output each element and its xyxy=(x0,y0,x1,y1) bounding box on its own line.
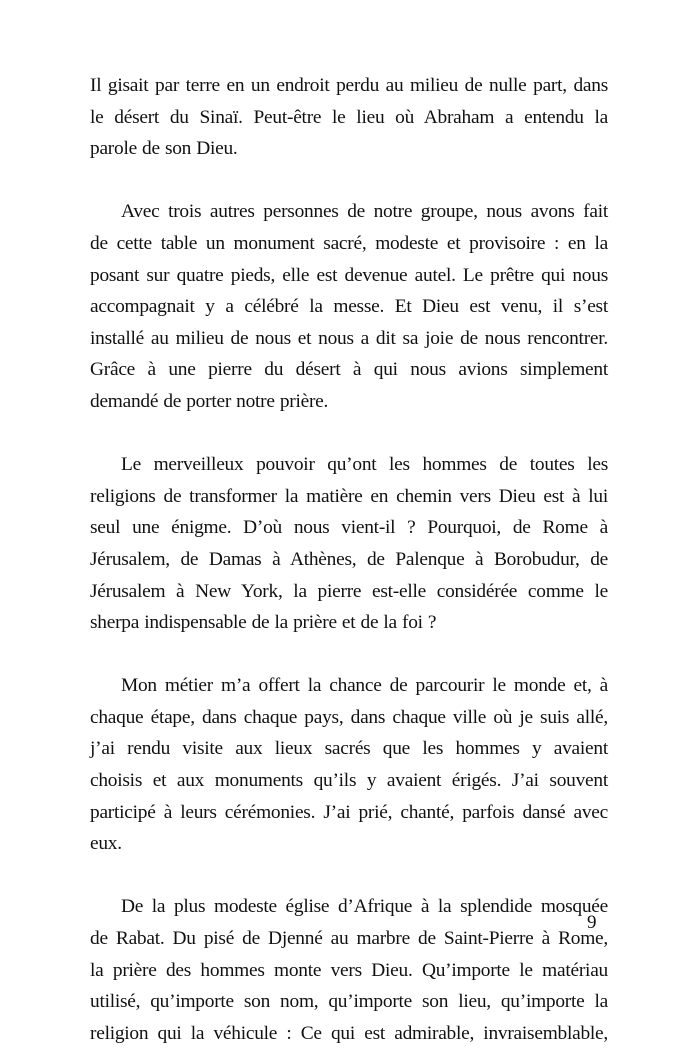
text-line: participé à leurs cérémonies. J’ai prié, chanté, parfois dansé avec xyxy=(90,801,608,823)
paragraph-4 xyxy=(90,670,608,860)
text-line: eux. xyxy=(90,833,122,855)
text-line: accompagnait y a célébré la messe. Et Dieu est venu, il s’est xyxy=(90,296,608,318)
text-line: chaque étape, dans chaque pays, dans chaque ville où je suis allé, xyxy=(90,706,608,728)
text-line: Il gisait par terre en un endroit perdu au milieu de nulle part, dans xyxy=(90,75,608,96)
text-line: religions de transformer la matière en chemin vers Dieu est à lui xyxy=(90,485,608,507)
text-line: demandé de porter notre prière. xyxy=(90,390,329,412)
text-line: Grâce à une pierre du désert à qui nous avions simplement xyxy=(90,359,608,381)
text-line: utilisé, qu’importe son nom, qu’importe son lieu, qu’importe la xyxy=(90,991,608,1013)
text-line: choisis et aux monuments qu’ils y avaient érigés. J’ai souvent xyxy=(90,770,608,792)
paragraph-gap xyxy=(90,639,608,671)
text-line: seul une énigme. D’où nous vient-il ? Pourquoi, de Rome à xyxy=(90,517,608,539)
text-line: sherpa indispensable de la prière et de la foi ? xyxy=(90,612,437,634)
text-line: Mon métier m’a offert la chance de parcourir le monde et, à xyxy=(121,675,608,697)
text-line: la prière des hommes monte vers Dieu. Qu’importe le matériau xyxy=(90,959,608,981)
paragraph-5 xyxy=(90,891,608,1049)
text-line: Jérusalem à New York, la pierre est-elle considérée comme le xyxy=(90,580,608,602)
paragraph-2 xyxy=(90,196,608,417)
text-line: j’ai rendu visite aux lieux sacrés que les hommes y avaient xyxy=(90,738,608,760)
paragraph-gap xyxy=(90,418,608,450)
text-line: le désert du Sinaï. Peut-être le lieu où Abraham a entendu la xyxy=(90,106,608,128)
text-line: parole de son Dieu. xyxy=(90,138,238,160)
paragraph-gap xyxy=(90,860,608,892)
text-line: De la plus modeste église d’Afrique à la splendide mosquée xyxy=(121,896,608,918)
text-line: Le merveilleux pouvoir qu’ont les hommes de toutes les xyxy=(121,454,608,476)
book-page-body xyxy=(90,70,608,1049)
paragraph-gap xyxy=(90,165,608,197)
paragraph-1 xyxy=(90,70,608,165)
paragraph-3 xyxy=(90,449,608,639)
text-line: posant sur quatre pieds, elle est devenue autel. Le prêtre qui nous xyxy=(90,264,608,286)
text-line: de Rabat. Du pisé de Djenné au marbre de Saint-Pierre à Rome, xyxy=(90,928,608,950)
text-line: installé au milieu de nous et nous a dit sa joie de nous rencontrer. xyxy=(90,327,608,349)
text-line: de cette table un monument sacré, modeste et provisoire : en la xyxy=(90,232,608,254)
text-line: religion qui la véhicule : Ce qui est admirable, invraisemblable, xyxy=(90,1022,608,1044)
page-number: 9 xyxy=(587,912,597,933)
text-line: Avec trois autres personnes de notre groupe, nous avons fait xyxy=(121,201,608,223)
text-line: Jérusalem, de Damas à Athènes, de Palenque à Borobudur, de xyxy=(90,548,608,570)
